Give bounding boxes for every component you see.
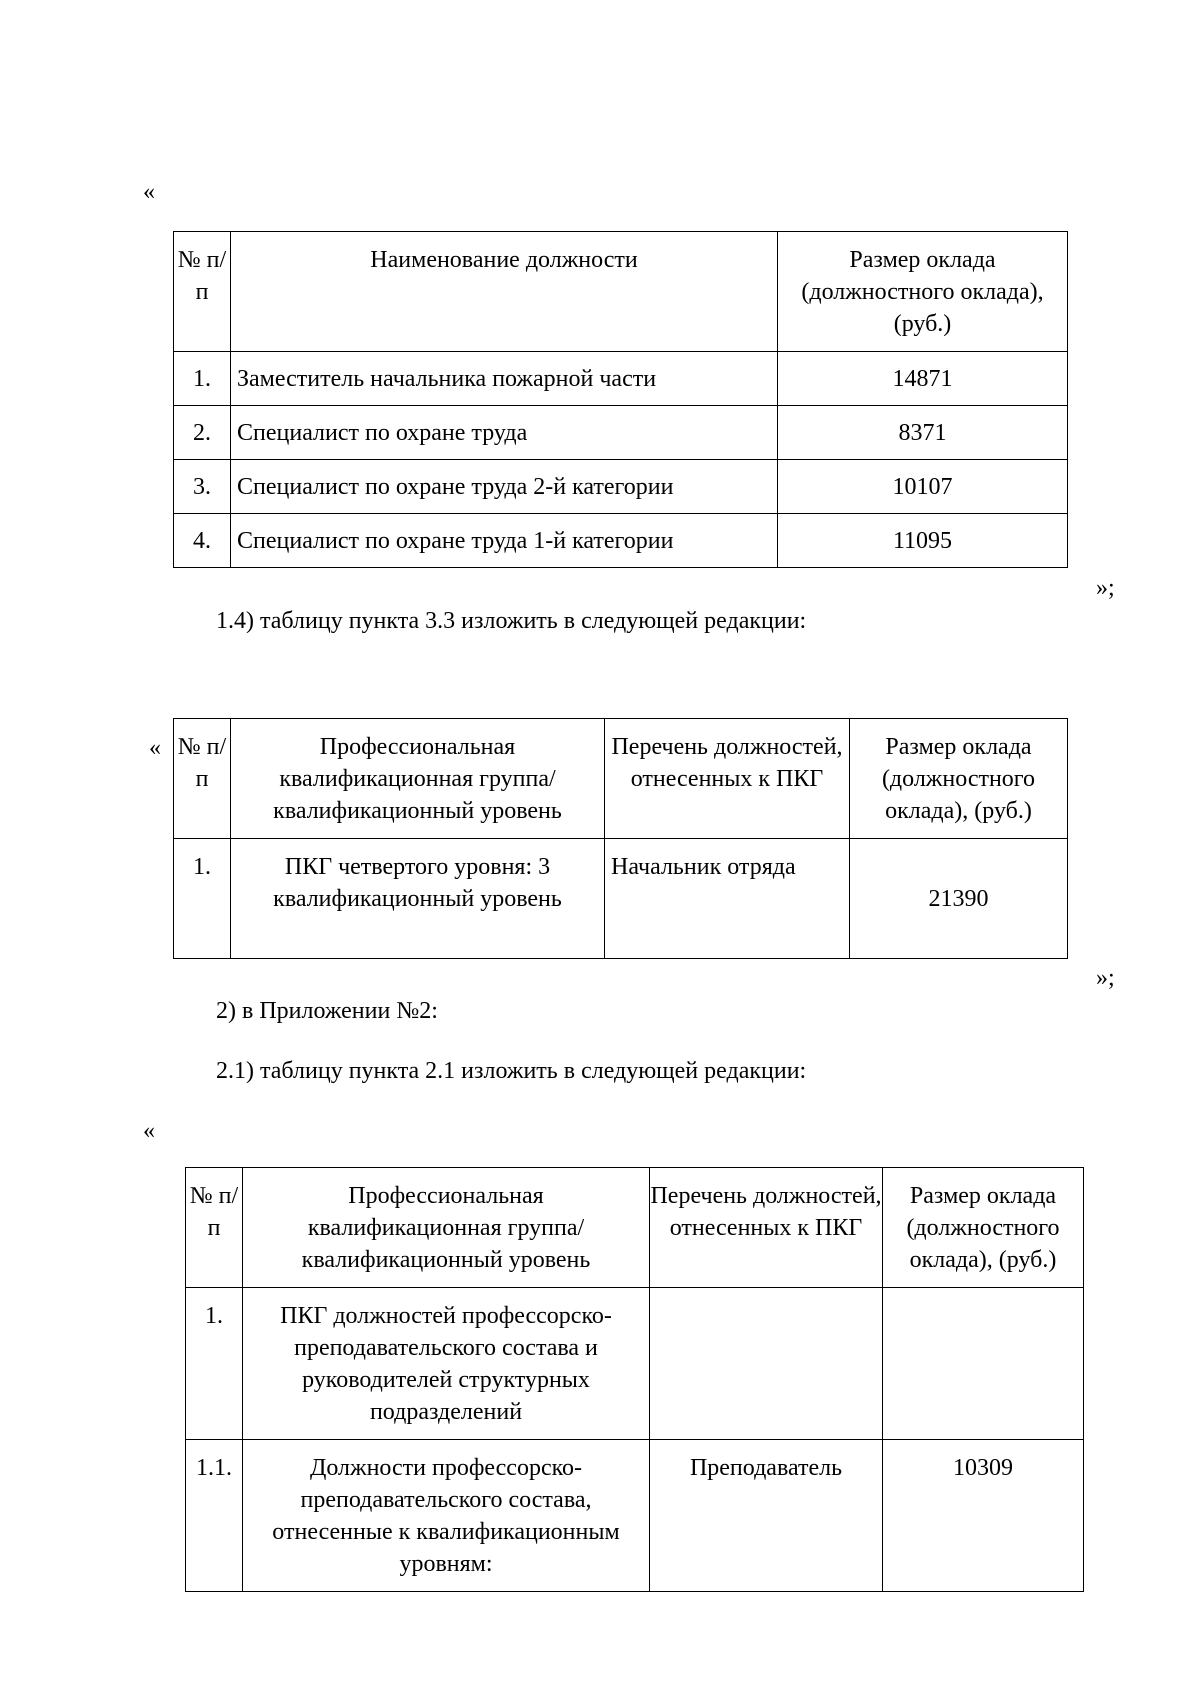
table-row (186, 1288, 1084, 1440)
positions-table-3 (185, 1167, 1084, 1592)
quote-close-2: »; (1096, 965, 1115, 991)
row-position-name: Специалист по охране труда 2-й категории (231, 460, 778, 514)
row-number: 4. (174, 514, 231, 568)
row-salary: 10107 (778, 460, 1068, 514)
row-number: 2. (174, 406, 231, 460)
row-position-name: Специалист по охране труда 1-й категории (231, 514, 778, 568)
row-salary: 21390 (850, 839, 1068, 959)
row-number: 1. (174, 839, 231, 959)
row-qualification-group: ПКГ четвертого уровня: 3 квалификационный уровень (231, 839, 605, 959)
quote-open-2: « (149, 735, 161, 761)
quote-close-1: »; (1096, 575, 1115, 601)
table-header-row (174, 232, 1068, 352)
table-row (174, 839, 1068, 959)
row-qualification-group: Должности профессорско-преподавательского состава, отнесенные к квалификационным уровням: (243, 1440, 650, 1592)
paragraph-2-1: 2.1) таблицу пункта 2.1 изложить в следующей редакции: (216, 1058, 807, 1084)
paragraph-2: 2) в Приложении №2: (216, 998, 438, 1024)
header-qualification-group: Профессиональная квалификационная группа/ квалификационный уровень (231, 719, 605, 839)
table-row (174, 406, 1068, 460)
header-positions-list: Перечень должностей, отнесенных к ПКГ (650, 1168, 883, 1288)
row-position-name: Заместитель начальника пожарной части (231, 352, 778, 406)
table-row (174, 352, 1068, 406)
row-salary: 11095 (778, 514, 1068, 568)
row-positions-list: Начальник отряда (605, 839, 850, 959)
row-salary: 8371 (778, 406, 1068, 460)
quote-open-1: « (143, 179, 155, 205)
row-position-name: Специалист по охране труда (231, 406, 778, 460)
table-row (174, 460, 1068, 514)
header-qualification-group: Профессиональная квалификационная группа/ квалификационный уровень (243, 1168, 650, 1288)
header-number: № п/п (174, 719, 231, 839)
header-salary: Размер оклада (должностного оклада), (руб.) (850, 719, 1068, 839)
quote-open-3: « (143, 1118, 155, 1144)
row-positions-list: Преподаватель (650, 1440, 883, 1592)
row-salary: 10309 (883, 1440, 1084, 1592)
header-position-name: Наименование должности (231, 232, 778, 352)
row-positions-list (650, 1288, 883, 1440)
table-header-row (174, 719, 1068, 839)
table-row (186, 1440, 1084, 1592)
header-number: № п/п (186, 1168, 243, 1288)
row-salary: 14871 (778, 352, 1068, 406)
row-salary (883, 1288, 1084, 1440)
positions-table-1 (173, 231, 1068, 568)
positions-table-2 (173, 718, 1068, 959)
header-number: № п/п (174, 232, 231, 352)
header-positions-list: Перечень должностей, отнесенных к ПКГ (605, 719, 850, 839)
row-qualification-group: ПКГ должностей профессорско-преподавательского состава и руководителей структурных подразделений (243, 1288, 650, 1440)
row-number: 1.1. (186, 1440, 243, 1592)
table-row (174, 514, 1068, 568)
table-header-row (186, 1168, 1084, 1288)
header-salary: Размер оклада (должностного оклада), (руб.) (883, 1168, 1084, 1288)
header-salary: Размер оклада (должностного оклада), (руб.) (778, 232, 1068, 352)
paragraph-1-4: 1.4) таблицу пункта 3.3 изложить в следующей редакции: (216, 608, 807, 634)
row-number: 1. (174, 352, 231, 406)
row-number: 1. (186, 1288, 243, 1440)
row-number: 3. (174, 460, 231, 514)
